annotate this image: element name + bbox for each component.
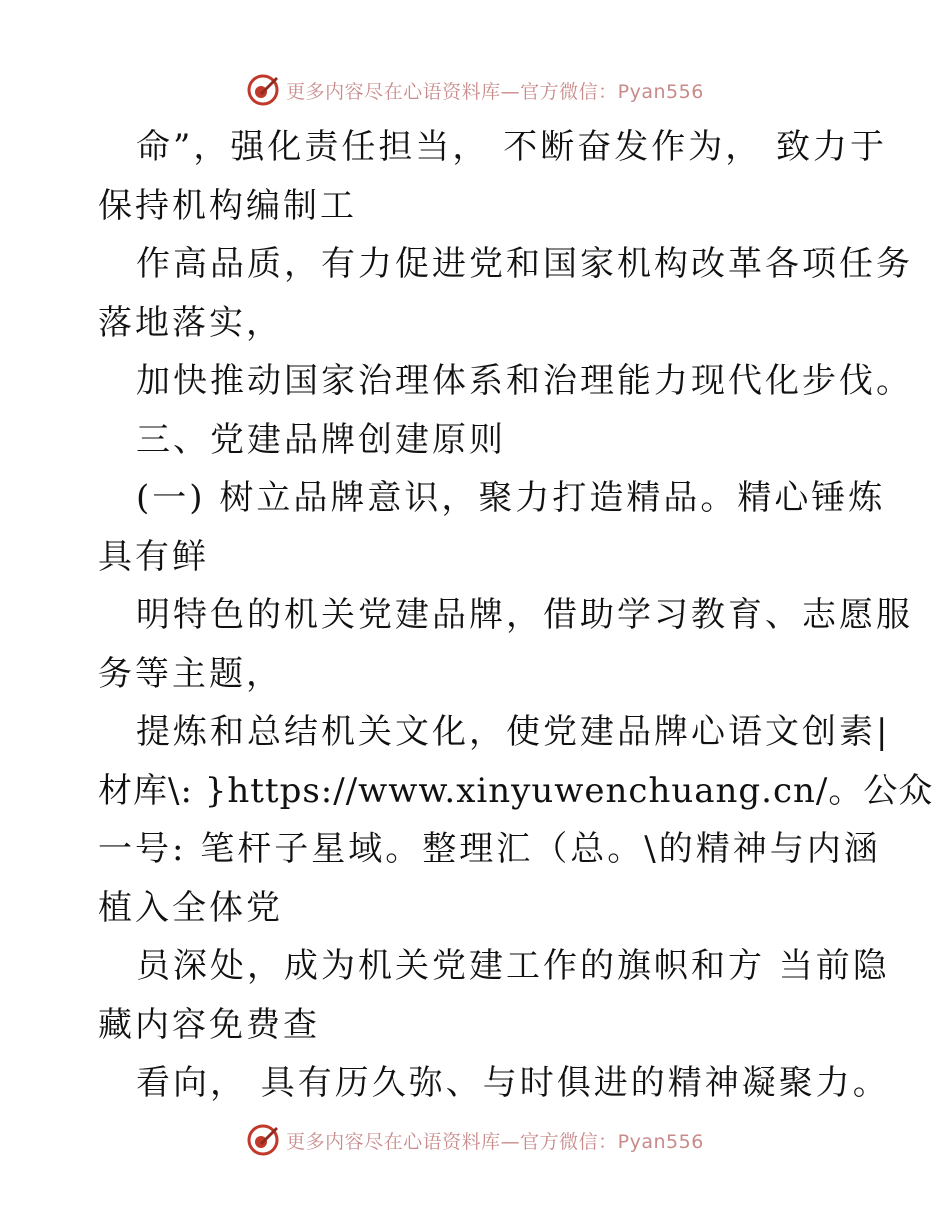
header-banner-text: 更多内容尽在心语资料库—官方微信：Pyan556 [286, 80, 704, 103]
ink-pen-logo-icon [246, 73, 280, 107]
footer-banner [0, 1120, 950, 1160]
text-line: 材库\: }https://www.xinyuwenchuang.cn/。公众 [98, 770, 934, 811]
text-line: 保持机构编制工 [98, 185, 357, 226]
text-line: 植入全体党 [98, 887, 283, 928]
text-line: 一号: 笔杆子星域。整理汇（总。\的精神与内涵 [98, 829, 881, 869]
text-line: 作高品质，有力促进党和国家机构改革各项任务 [136, 244, 913, 284]
text-line: 务等主题， [98, 653, 283, 694]
text-line: 落地落实， [98, 302, 283, 343]
text-line: 具有鲜 [98, 536, 209, 577]
text-line: 提炼和总结机关文化，使党建品牌心语文创素| [136, 712, 891, 752]
text-line: 看向， 具有历久弥、与时俱进的精神凝聚力。 [136, 1063, 890, 1103]
text-line: 命”，强化责任担当， 不断奋发作为， 致力于 [136, 127, 887, 167]
text-line: 藏内容免费查 [98, 1004, 320, 1045]
section-heading: 三、党建品牌创建原则 [136, 419, 506, 460]
document-body [98, 118, 934, 1113]
text-line: 加快推动国家治理体系和治理能力现代化步伐。 [136, 361, 913, 401]
header-banner [0, 70, 950, 110]
footer-banner-text: 更多内容尽在心语资料库—官方微信：Pyan556 [286, 1130, 704, 1153]
text-line: (一) 树立品牌意识，聚力打造精品。精心锤炼 [136, 478, 886, 518]
text-line: 明特色的机关党建品牌，借助学习教育、志愿服 [136, 595, 913, 635]
ink-pen-logo-icon [246, 1123, 280, 1157]
text-line: 员深处，成为机关党建工作的旗帜和方 当前隐 [136, 946, 890, 986]
